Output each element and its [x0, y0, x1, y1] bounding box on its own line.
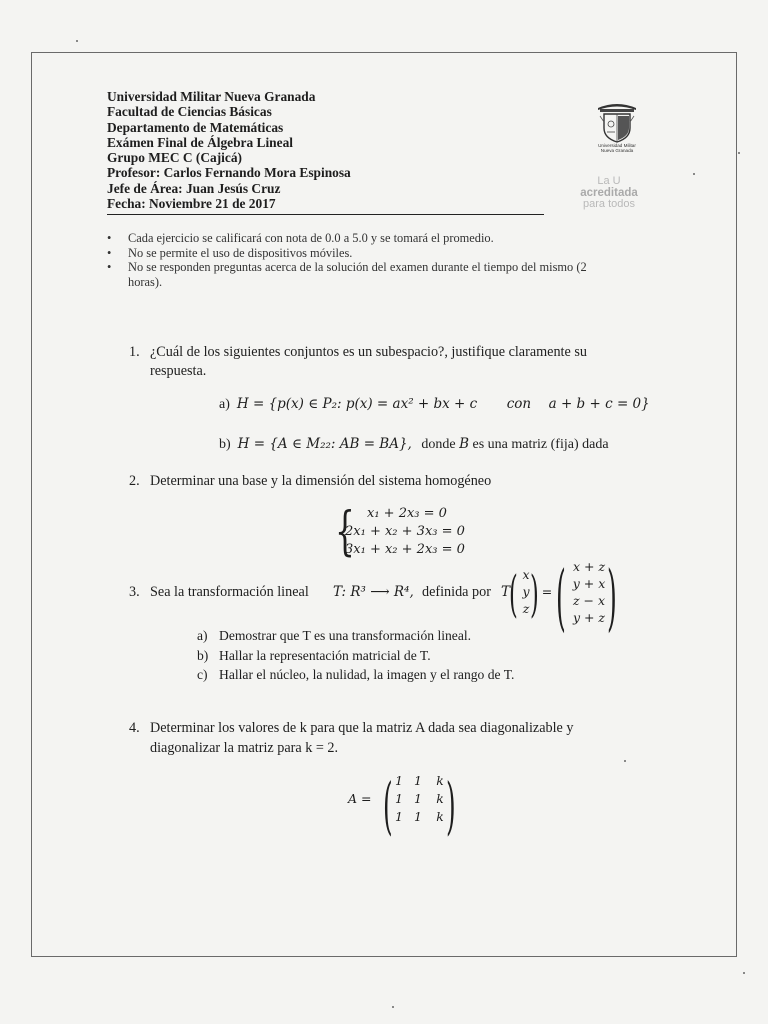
scan-speck	[743, 972, 745, 974]
scan-speck	[76, 40, 78, 42]
right-paren-icon: )	[530, 565, 539, 623]
university-seal-icon	[592, 100, 642, 144]
group-name: Grupo MEC C (Cajicá)	[107, 150, 243, 166]
right-paren-icon: )	[446, 769, 456, 842]
rule-item: • Cada ejercicio se calificará con nota de 0.0 a 5.0 y se tomará el promedio.	[107, 231, 494, 245]
right-paren-icon: )	[607, 555, 617, 639]
q3-item-c: c) Hallar el núcleo, la nulidad, la imagen y el rango de T.	[197, 667, 515, 683]
scan-speck	[392, 1006, 394, 1008]
rule-item: • No se permite el uso de dispositivos móviles.	[107, 245, 353, 260]
scan-speck	[693, 173, 695, 175]
q3-item-a: a) Demostrar que T es una transformación lineal.	[197, 628, 472, 643]
accreditation-motto: La U acreditada para todos	[580, 175, 638, 210]
bullet-icon: •	[107, 231, 112, 245]
q3-items	[197, 626, 514, 685]
bullet-icon: •	[107, 245, 112, 260]
exam-date: Fecha: Noviembre 21 de 2017	[107, 196, 276, 212]
professor-name: Profesor: Carlos Fernando Mora Espinosa	[107, 165, 351, 181]
exam-rules	[106, 231, 596, 289]
area-head-name: Jefe de Área: Juan Jesús Cruz	[107, 180, 281, 196]
bullet-icon: •	[107, 260, 112, 275]
q3-item-b: b) Hallar la representación matricial de T.	[197, 647, 431, 663]
left-paren-icon: (	[383, 769, 393, 842]
exam-header	[107, 89, 547, 211]
left-paren-icon: (	[509, 565, 518, 623]
header-divider	[107, 214, 544, 215]
matrix-A: A = ( 1 1 k 1 1 k 1 1 k )	[348, 769, 456, 842]
q1-option-a: a) H = {p(x) ∈ P₂: p(x) = ax² + bx + c con a + b + c = 0}	[219, 396, 650, 412]
faculty-name: Facultad de Ciencias Básicas	[107, 104, 272, 120]
department-name: Departamento de Matemáticas	[107, 119, 284, 135]
homogeneous-system: { x₁ + 2x₃ = 0 2x₁ + x₂ + 3x₃ = 0 3x₁ + x₂ + 2x₃ = 0	[335, 502, 465, 562]
exam-title: Exámen Final de Álgebra Lineal	[107, 134, 293, 150]
university-name: Universidad Militar Nueva Granada	[107, 89, 316, 104]
left-brace-icon: {	[335, 502, 355, 562]
rule-item: • No se responden preguntas acerca de la solución del examen durante el tiempo del mismo (2 horas).	[107, 260, 587, 289]
left-paren-icon: (	[556, 555, 566, 639]
seal-caption: Universidad Militar Nueva Granada	[598, 143, 636, 153]
scan-speck	[738, 152, 740, 154]
scan-speck	[624, 760, 626, 762]
q1-option-b: b) H = {A ∈ M₂₂: AB = BA}, donde B es una matriz (fija) dada	[219, 436, 609, 452]
